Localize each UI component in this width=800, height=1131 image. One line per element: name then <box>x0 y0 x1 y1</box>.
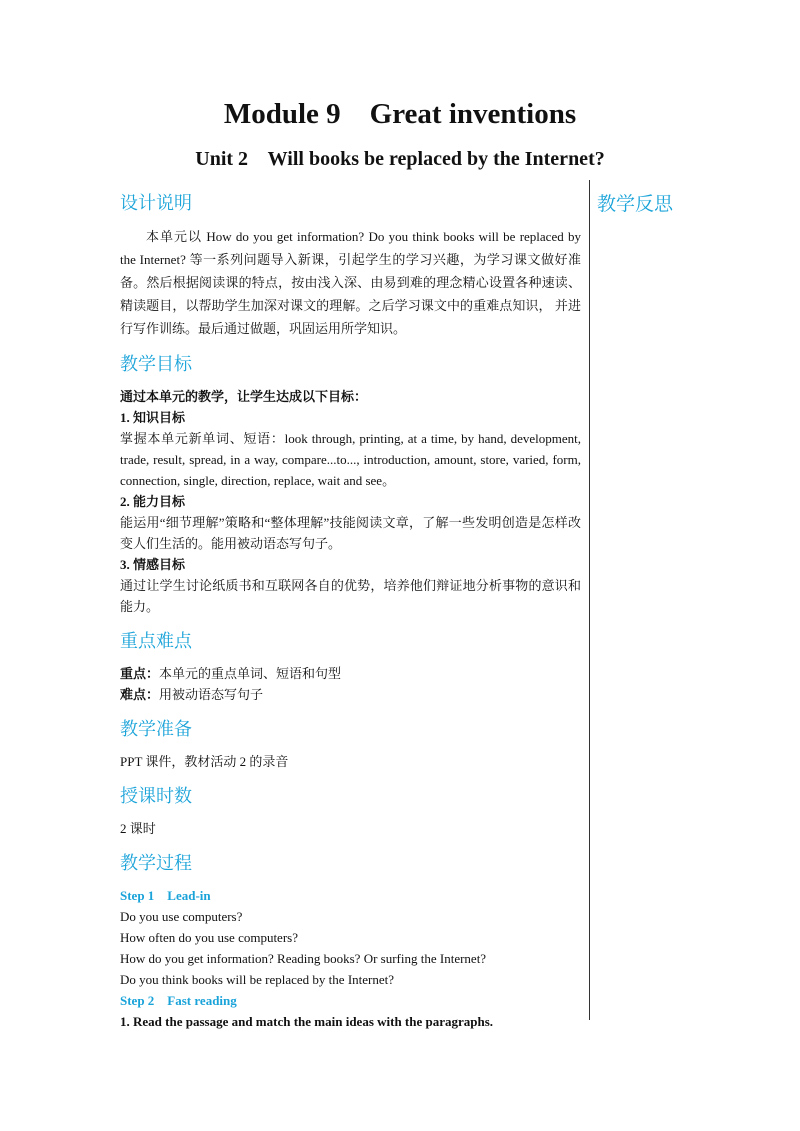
ability-goal-text: 能运用“细节理解”策略和“整体理解”技能阅读文章，了解一些发明创造是怎样改变人们生活的。能用被动语态写句子。 <box>120 515 581 551</box>
lead-in-question: Do you use computers? <box>120 909 243 924</box>
preparation-heading: 教学准备 <box>120 719 192 740</box>
difficult-point-label: 难点： <box>120 687 160 702</box>
knowledge-goal-title: 1. 知识目标 <box>120 410 186 425</box>
knowledge-goal-text: 掌握本单元新单词、短语：look through, printing, at a time, by hand, development, trade, result, spread, in a way, compare...to..., introduction, amount, store, varied, form, connection, single, direction, replace, wait and see。 <box>120 431 581 488</box>
key-point-text: 本单元的重点单词、短语和句型 <box>159 666 342 681</box>
design-heading: 设计说明 <box>120 193 192 214</box>
key-points-heading: 重点难点 <box>120 631 192 652</box>
goals-intro: 通过本单元的教学，让学生达成以下目标： <box>120 389 368 404</box>
key-point-line <box>120 663 581 684</box>
lead-in-question: How often do you use computers? <box>120 930 298 945</box>
lead-in-question: How do you get information? Reading books? Or surfing the Internet? <box>120 951 487 966</box>
hours-heading: 授课时数 <box>120 786 192 807</box>
unit-title: Unit 2 Will books be replaced by the Internet? <box>195 148 605 170</box>
main-column <box>120 189 581 1032</box>
emotion-goal-text: 通过让学生讨论纸质书和互联网各自的优势，培养他们辩证地分析事物的意识和能力。 <box>120 578 581 614</box>
difficult-point-line <box>120 684 581 705</box>
step-1-title: Step 1 Lead-in <box>120 888 211 903</box>
ability-goal-title: 2. 能力目标 <box>120 494 186 509</box>
step-2-title: Step 2 Fast reading <box>120 993 237 1008</box>
emotion-goal-title: 3. 情感目标 <box>120 557 186 572</box>
module-title: Module 9 Great inventions <box>223 98 577 130</box>
key-point-label: 重点： <box>120 666 160 681</box>
reflection-heading: 教学反思 <box>597 193 674 215</box>
fast-reading-task: 1. Read the passage and match the main ideas with the paragraphs. <box>120 1014 494 1029</box>
process-heading: 教学过程 <box>120 853 192 874</box>
difficult-point-text: 用被动语态写句子 <box>159 687 264 702</box>
lead-in-question: Do you think books will be replaced by the Internet? <box>120 972 395 987</box>
goals-heading: 教学目标 <box>120 354 192 375</box>
design-text: 本单元以 How do you get information? Do you think books will be replaced by the Internet? 等一系列问题导入新课，引起学生的学习兴趣，为学习课文做好准备。然后根据阅读课的特点，按由浅入深、由易到难的理念精心设置各种速读、精读题目，以帮助学生加深对课文的理解。之后学习课文中的重难点知识， 并进行写作训练。最后通过做题，巩固运用所学知识。 <box>120 229 581 336</box>
column-divider <box>589 180 590 1020</box>
hours-text: 2 课时 <box>120 821 156 836</box>
preparation-text: PPT 课件，教材活动 2 的录音 <box>120 754 289 769</box>
